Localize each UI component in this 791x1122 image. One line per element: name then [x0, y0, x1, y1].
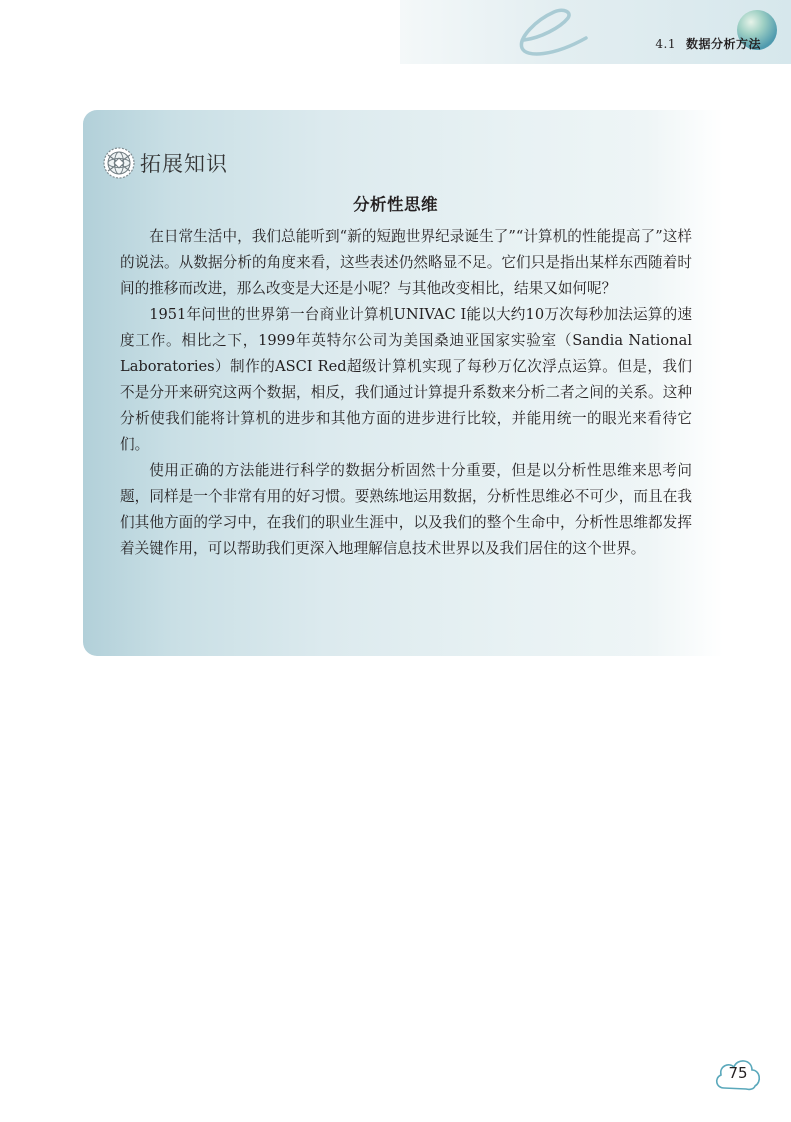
section-number: 4.1 [655, 37, 676, 51]
page-number: 75 [728, 1064, 748, 1082]
paragraph: 使用正确的方法能进行科学的数据分析固然十分重要，但是以分析性思维来思考问题，同样是一个非常有用的好习惯。要熟练地运用数据，分析性思维必不可少，而且在我们其他方面的学习中，在我们的职业生涯中，以及我们的整个生命中，分析性思维都发挥着关键作用，可以帮助我们更深入地理解信息技术世界以及我们居住的这个世界。 [120, 462, 692, 557]
panel-heading [102, 145, 228, 181]
article-title: 分析性思维 [353, 195, 438, 214]
article-body [120, 224, 692, 562]
section-name: 数据分析方法 [685, 37, 761, 51]
globe-satellite-icon [102, 146, 136, 180]
paragraph: 1951年问世的世界第一台商业计算机UNIVAC Ⅰ能以大约10万次每秒加法运算的速度工作。相比之下，1999年英特尔公司为美国桑迪亚国家实验室（Sandia National Laboratories）制作的ASCI Red超级计算机实现了每秒万亿次浮点运算。但是，我们不是分开来研究这两个数据，相反，我们通过计算提升系数来分析二者之间的关系。这种分析使我们能将计算机的进步和其他方面的进步进行比较，并能用统一的眼光来看待它们。 [120, 306, 692, 453]
paragraph: 在日常生活中，我们总能听到“新的短跑世界纪录诞生了”“计算机的性能提高了”这样的说法。从数据分析的角度来看，这些表述仍然略显不足。它们只是指出某样东西随着时间的推移而改进，那么改变是大还是小呢？与其他改变相比，结果又如何呢？ [120, 228, 692, 297]
e-swoosh-icon [510, 4, 600, 60]
section-title [655, 35, 761, 52]
panel-heading-label: 拓展知识 [140, 152, 228, 176]
